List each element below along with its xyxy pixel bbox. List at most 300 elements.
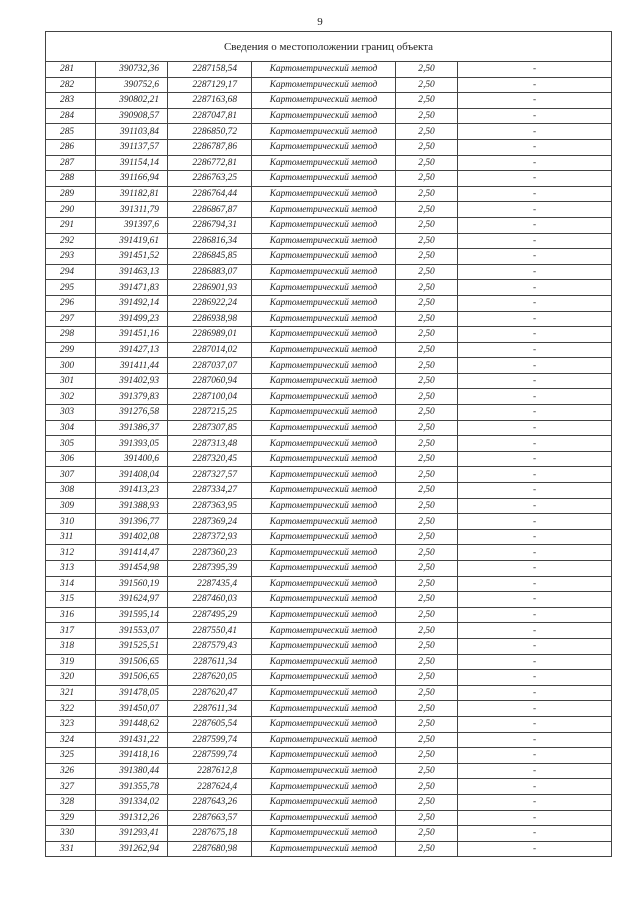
accuracy-cell: 2,50 [396, 327, 458, 343]
x-coordinate-cell: 391525,51 [96, 638, 168, 654]
point-number-cell: 318 [46, 638, 96, 654]
accuracy-cell: 2,50 [396, 93, 458, 109]
table-row [46, 93, 612, 109]
table-row [46, 389, 612, 405]
y-coordinate-cell: 2287550,41 [168, 623, 252, 639]
point-number-cell: 324 [46, 732, 96, 748]
note-cell: - [458, 654, 612, 670]
accuracy-cell: 2,50 [396, 685, 458, 701]
accuracy-cell: 2,50 [396, 139, 458, 155]
x-coordinate-cell: 391413,23 [96, 483, 168, 499]
point-number-cell: 314 [46, 576, 96, 592]
y-coordinate-cell: 2287307,85 [168, 420, 252, 436]
method-cell: Картометрический метод [252, 607, 396, 623]
point-number-cell: 317 [46, 623, 96, 639]
point-number-cell: 290 [46, 202, 96, 218]
table-row [46, 233, 612, 249]
method-cell: Картометрический метод [252, 202, 396, 218]
point-number-cell: 287 [46, 155, 96, 171]
point-number-cell: 316 [46, 607, 96, 623]
method-cell: Картометрический метод [252, 108, 396, 124]
page-number: 9 [317, 16, 323, 28]
table-row [46, 483, 612, 499]
x-coordinate-cell: 391560,19 [96, 576, 168, 592]
y-coordinate-cell: 2287675,18 [168, 826, 252, 842]
x-coordinate-cell: 391386,37 [96, 420, 168, 436]
point-number-cell: 304 [46, 420, 96, 436]
y-coordinate-cell: 2287611,34 [168, 701, 252, 717]
point-number-cell: 300 [46, 358, 96, 374]
x-coordinate-cell: 390752,6 [96, 77, 168, 93]
point-number-cell: 297 [46, 311, 96, 327]
table-row [46, 638, 612, 654]
accuracy-cell: 2,50 [396, 233, 458, 249]
accuracy-cell: 2,50 [396, 171, 458, 187]
accuracy-cell: 2,50 [396, 794, 458, 810]
y-coordinate-cell: 2286938,98 [168, 311, 252, 327]
method-cell: Картометрический метод [252, 62, 396, 78]
note-cell: - [458, 670, 612, 686]
x-coordinate-cell: 391451,52 [96, 249, 168, 265]
accuracy-cell: 2,50 [396, 607, 458, 623]
table-row [46, 779, 612, 795]
point-number-cell: 299 [46, 342, 96, 358]
y-coordinate-cell: 2287129,17 [168, 77, 252, 93]
x-coordinate-cell: 391506,65 [96, 654, 168, 670]
y-coordinate-cell: 2287663,57 [168, 810, 252, 826]
x-coordinate-cell: 391103,84 [96, 124, 168, 140]
method-cell: Картометрический метод [252, 685, 396, 701]
y-coordinate-cell: 2287620,05 [168, 670, 252, 686]
x-coordinate-cell: 391418,16 [96, 748, 168, 764]
note-cell: - [458, 202, 612, 218]
y-coordinate-cell: 2287158,54 [168, 62, 252, 78]
note-cell: - [458, 483, 612, 499]
note-cell: - [458, 389, 612, 405]
y-coordinate-cell: 2286867,87 [168, 202, 252, 218]
x-coordinate-cell: 391293,41 [96, 826, 168, 842]
method-cell: Картометрический метод [252, 716, 396, 732]
method-cell: Картометрический метод [252, 732, 396, 748]
note-cell: - [458, 732, 612, 748]
table-row [46, 280, 612, 296]
method-cell: Картометрический метод [252, 327, 396, 343]
method-cell: Картометрический метод [252, 264, 396, 280]
x-coordinate-cell: 391450,07 [96, 701, 168, 717]
table-row [46, 217, 612, 233]
method-cell: Картометрический метод [252, 217, 396, 233]
table-row [46, 342, 612, 358]
point-number-cell: 307 [46, 467, 96, 483]
method-cell: Картометрический метод [252, 389, 396, 405]
accuracy-cell: 2,50 [396, 732, 458, 748]
x-coordinate-cell: 391492,14 [96, 295, 168, 311]
accuracy-cell: 2,50 [396, 280, 458, 296]
x-coordinate-cell: 391182,81 [96, 186, 168, 202]
table-row [46, 108, 612, 124]
x-coordinate-cell: 390802,21 [96, 93, 168, 109]
accuracy-cell: 2,50 [396, 249, 458, 265]
y-coordinate-cell: 2287372,93 [168, 529, 252, 545]
point-number-cell: 329 [46, 810, 96, 826]
y-coordinate-cell: 2286794,31 [168, 217, 252, 233]
x-coordinate-cell: 391402,93 [96, 373, 168, 389]
accuracy-cell: 2,50 [396, 186, 458, 202]
method-cell: Картометрический метод [252, 514, 396, 530]
y-coordinate-cell: 2287060,94 [168, 373, 252, 389]
y-coordinate-cell: 2287624,4 [168, 779, 252, 795]
method-cell: Картометрический метод [252, 638, 396, 654]
method-cell: Картометрический метод [252, 186, 396, 202]
y-coordinate-cell: 2287163,68 [168, 93, 252, 109]
table-row [46, 171, 612, 187]
accuracy-cell: 2,50 [396, 311, 458, 327]
accuracy-cell: 2,50 [396, 670, 458, 686]
note-cell: - [458, 763, 612, 779]
accuracy-cell: 2,50 [396, 561, 458, 577]
y-coordinate-cell: 2287047,81 [168, 108, 252, 124]
boundary-coordinates-sheet [45, 31, 611, 857]
point-number-cell: 330 [46, 826, 96, 842]
table-row [46, 436, 612, 452]
method-cell: Картометрический метод [252, 794, 396, 810]
method-cell: Картометрический метод [252, 841, 396, 857]
table-row [46, 685, 612, 701]
note-cell: - [458, 592, 612, 608]
table-row [46, 763, 612, 779]
note-cell: - [458, 124, 612, 140]
x-coordinate-cell: 391419,61 [96, 233, 168, 249]
point-number-cell: 306 [46, 451, 96, 467]
y-coordinate-cell: 2287599,74 [168, 732, 252, 748]
note-cell: - [458, 311, 612, 327]
x-coordinate-cell: 391137,57 [96, 139, 168, 155]
accuracy-cell: 2,50 [396, 373, 458, 389]
x-coordinate-cell: 391553,07 [96, 623, 168, 639]
accuracy-cell: 2,50 [396, 498, 458, 514]
note-cell: - [458, 810, 612, 826]
table-row [46, 701, 612, 717]
accuracy-cell: 2,50 [396, 342, 458, 358]
table-row [46, 545, 612, 561]
method-cell: Картометрический метод [252, 295, 396, 311]
point-number-cell: 312 [46, 545, 96, 561]
x-coordinate-cell: 391506,65 [96, 670, 168, 686]
point-number-cell: 311 [46, 529, 96, 545]
note-cell: - [458, 249, 612, 265]
point-number-cell: 286 [46, 139, 96, 155]
table-row [46, 311, 612, 327]
method-cell: Картометрический метод [252, 592, 396, 608]
note-cell: - [458, 607, 612, 623]
y-coordinate-cell: 2287334,27 [168, 483, 252, 499]
accuracy-cell: 2,50 [396, 264, 458, 280]
table-row [46, 716, 612, 732]
accuracy-cell: 2,50 [396, 389, 458, 405]
y-coordinate-cell: 2287100,04 [168, 389, 252, 405]
y-coordinate-cell: 2287360,23 [168, 545, 252, 561]
point-number-cell: 327 [46, 779, 96, 795]
y-coordinate-cell: 2287369,24 [168, 514, 252, 530]
y-coordinate-cell: 2287680,98 [168, 841, 252, 857]
table-row [46, 794, 612, 810]
point-number-cell: 320 [46, 670, 96, 686]
table-row [46, 841, 612, 857]
point-number-cell: 305 [46, 436, 96, 452]
x-coordinate-cell: 391166,94 [96, 171, 168, 187]
y-coordinate-cell: 2287327,57 [168, 467, 252, 483]
x-coordinate-cell: 391427,13 [96, 342, 168, 358]
method-cell: Картометрический метод [252, 545, 396, 561]
table-row [46, 264, 612, 280]
note-cell: - [458, 358, 612, 374]
method-cell: Картометрический метод [252, 779, 396, 795]
y-coordinate-cell: 2286764,44 [168, 186, 252, 202]
method-cell: Картометрический метод [252, 576, 396, 592]
accuracy-cell: 2,50 [396, 576, 458, 592]
x-coordinate-cell: 391397,6 [96, 217, 168, 233]
y-coordinate-cell: 2286816,34 [168, 233, 252, 249]
accuracy-cell: 2,50 [396, 810, 458, 826]
accuracy-cell: 2,50 [396, 217, 458, 233]
x-coordinate-cell: 391262,94 [96, 841, 168, 857]
x-coordinate-cell: 391312,26 [96, 810, 168, 826]
note-cell: - [458, 716, 612, 732]
table-row [46, 810, 612, 826]
method-cell: Картометрический метод [252, 701, 396, 717]
note-cell: - [458, 794, 612, 810]
y-coordinate-cell: 2287495,29 [168, 607, 252, 623]
table-row [46, 451, 612, 467]
x-coordinate-cell: 391355,78 [96, 779, 168, 795]
x-coordinate-cell: 391400,6 [96, 451, 168, 467]
method-cell: Картометрический метод [252, 124, 396, 140]
x-coordinate-cell: 391154,14 [96, 155, 168, 171]
y-coordinate-cell: 2286850,72 [168, 124, 252, 140]
accuracy-cell: 2,50 [396, 420, 458, 436]
table-row [46, 576, 612, 592]
method-cell: Картометрический метод [252, 93, 396, 109]
accuracy-cell: 2,50 [396, 826, 458, 842]
method-cell: Картометрический метод [252, 171, 396, 187]
method-cell: Картометрический метод [252, 826, 396, 842]
point-number-cell: 282 [46, 77, 96, 93]
y-coordinate-cell: 2287612,8 [168, 763, 252, 779]
method-cell: Картометрический метод [252, 249, 396, 265]
table-row [46, 139, 612, 155]
accuracy-cell: 2,50 [396, 451, 458, 467]
x-coordinate-cell: 391380,44 [96, 763, 168, 779]
point-number-cell: 291 [46, 217, 96, 233]
point-number-cell: 285 [46, 124, 96, 140]
y-coordinate-cell: 2287215,25 [168, 405, 252, 421]
method-cell: Картометрический метод [252, 810, 396, 826]
point-number-cell: 296 [46, 295, 96, 311]
x-coordinate-cell: 391276,58 [96, 405, 168, 421]
y-coordinate-cell: 2287611,34 [168, 654, 252, 670]
x-coordinate-cell: 391311,79 [96, 202, 168, 218]
table-row [46, 826, 612, 842]
table-row [46, 405, 612, 421]
accuracy-cell: 2,50 [396, 545, 458, 561]
method-cell: Картометрический метод [252, 623, 396, 639]
accuracy-cell: 2,50 [396, 763, 458, 779]
point-number-cell: 323 [46, 716, 96, 732]
table-row [46, 592, 612, 608]
y-coordinate-cell: 2287320,45 [168, 451, 252, 467]
note-cell: - [458, 748, 612, 764]
note-cell: - [458, 171, 612, 187]
table-title: Сведения о местоположении границ объекта [46, 32, 612, 62]
method-cell: Картометрический метод [252, 405, 396, 421]
note-cell: - [458, 685, 612, 701]
x-coordinate-cell: 391396,77 [96, 514, 168, 530]
accuracy-cell: 2,50 [396, 62, 458, 78]
y-coordinate-cell: 2287599,74 [168, 748, 252, 764]
x-coordinate-cell: 391431,22 [96, 732, 168, 748]
x-coordinate-cell: 391448,62 [96, 716, 168, 732]
method-cell: Картометрический метод [252, 763, 396, 779]
method-cell: Картометрический метод [252, 670, 396, 686]
table-row [46, 420, 612, 436]
table-row [46, 62, 612, 78]
method-cell: Картометрический метод [252, 311, 396, 327]
note-cell: - [458, 467, 612, 483]
accuracy-cell: 2,50 [396, 701, 458, 717]
accuracy-cell: 2,50 [396, 779, 458, 795]
method-cell: Картометрический метод [252, 280, 396, 296]
point-number-cell: 309 [46, 498, 96, 514]
y-coordinate-cell: 2287620,47 [168, 685, 252, 701]
note-cell: - [458, 264, 612, 280]
note-cell: - [458, 529, 612, 545]
point-number-cell: 281 [46, 62, 96, 78]
method-cell: Картометрический метод [252, 155, 396, 171]
accuracy-cell: 2,50 [396, 467, 458, 483]
table-row [46, 77, 612, 93]
table-row [46, 607, 612, 623]
point-number-cell: 283 [46, 93, 96, 109]
point-number-cell: 289 [46, 186, 96, 202]
point-number-cell: 315 [46, 592, 96, 608]
method-cell: Картометрический метод [252, 420, 396, 436]
table-row [46, 529, 612, 545]
y-coordinate-cell: 2286883,07 [168, 264, 252, 280]
accuracy-cell: 2,50 [396, 77, 458, 93]
note-cell: - [458, 186, 612, 202]
note-cell: - [458, 779, 612, 795]
x-coordinate-cell: 391451,16 [96, 327, 168, 343]
x-coordinate-cell: 390732,36 [96, 62, 168, 78]
table-row [46, 373, 612, 389]
accuracy-cell: 2,50 [396, 654, 458, 670]
note-cell: - [458, 561, 612, 577]
method-cell: Картометрический метод [252, 483, 396, 499]
point-number-cell: 293 [46, 249, 96, 265]
method-cell: Картометрический метод [252, 233, 396, 249]
table-row [46, 654, 612, 670]
accuracy-cell: 2,50 [396, 436, 458, 452]
method-cell: Картометрический метод [252, 529, 396, 545]
note-cell: - [458, 280, 612, 296]
note-cell: - [458, 514, 612, 530]
y-coordinate-cell: 2286922,24 [168, 295, 252, 311]
note-cell: - [458, 373, 612, 389]
method-cell: Картометрический метод [252, 748, 396, 764]
note-cell: - [458, 451, 612, 467]
note-cell: - [458, 139, 612, 155]
x-coordinate-cell: 391463,13 [96, 264, 168, 280]
y-coordinate-cell: 2286989,01 [168, 327, 252, 343]
x-coordinate-cell: 391411,44 [96, 358, 168, 374]
note-cell: - [458, 576, 612, 592]
point-number-cell: 292 [46, 233, 96, 249]
point-number-cell: 298 [46, 327, 96, 343]
y-coordinate-cell: 2286901,93 [168, 280, 252, 296]
point-number-cell: 326 [46, 763, 96, 779]
x-coordinate-cell: 391478,05 [96, 685, 168, 701]
y-coordinate-cell: 2286787,86 [168, 139, 252, 155]
table-row [46, 670, 612, 686]
note-cell: - [458, 638, 612, 654]
note-cell: - [458, 405, 612, 421]
table-row [46, 124, 612, 140]
point-number-cell: 313 [46, 561, 96, 577]
table-row [46, 249, 612, 265]
note-cell: - [458, 826, 612, 842]
y-coordinate-cell: 2287313,48 [168, 436, 252, 452]
x-coordinate-cell: 391388,93 [96, 498, 168, 514]
method-cell: Картометрический метод [252, 451, 396, 467]
table-body [46, 62, 612, 857]
accuracy-cell: 2,50 [396, 295, 458, 311]
y-coordinate-cell: 2287435,4 [168, 576, 252, 592]
note-cell: - [458, 342, 612, 358]
method-cell: Картометрический метод [252, 77, 396, 93]
accuracy-cell: 2,50 [396, 623, 458, 639]
note-cell: - [458, 217, 612, 233]
accuracy-cell: 2,50 [396, 108, 458, 124]
method-cell: Картометрический метод [252, 139, 396, 155]
x-coordinate-cell: 390908,57 [96, 108, 168, 124]
point-number-cell: 294 [46, 264, 96, 280]
point-number-cell: 319 [46, 654, 96, 670]
method-cell: Картометрический метод [252, 498, 396, 514]
point-number-cell: 288 [46, 171, 96, 187]
accuracy-cell: 2,50 [396, 841, 458, 857]
table-row [46, 467, 612, 483]
note-cell: - [458, 545, 612, 561]
table-row [46, 561, 612, 577]
y-coordinate-cell: 2287014,02 [168, 342, 252, 358]
y-coordinate-cell: 2286845,85 [168, 249, 252, 265]
point-number-cell: 295 [46, 280, 96, 296]
point-number-cell: 331 [46, 841, 96, 857]
point-number-cell: 301 [46, 373, 96, 389]
point-number-cell: 325 [46, 748, 96, 764]
y-coordinate-cell: 2287605,54 [168, 716, 252, 732]
accuracy-cell: 2,50 [396, 358, 458, 374]
point-number-cell: 328 [46, 794, 96, 810]
x-coordinate-cell: 391379,83 [96, 389, 168, 405]
note-cell: - [458, 436, 612, 452]
y-coordinate-cell: 2287037,07 [168, 358, 252, 374]
note-cell: - [458, 233, 612, 249]
note-cell: - [458, 420, 612, 436]
y-coordinate-cell: 2287363,95 [168, 498, 252, 514]
table-row [46, 295, 612, 311]
note-cell: - [458, 62, 612, 78]
